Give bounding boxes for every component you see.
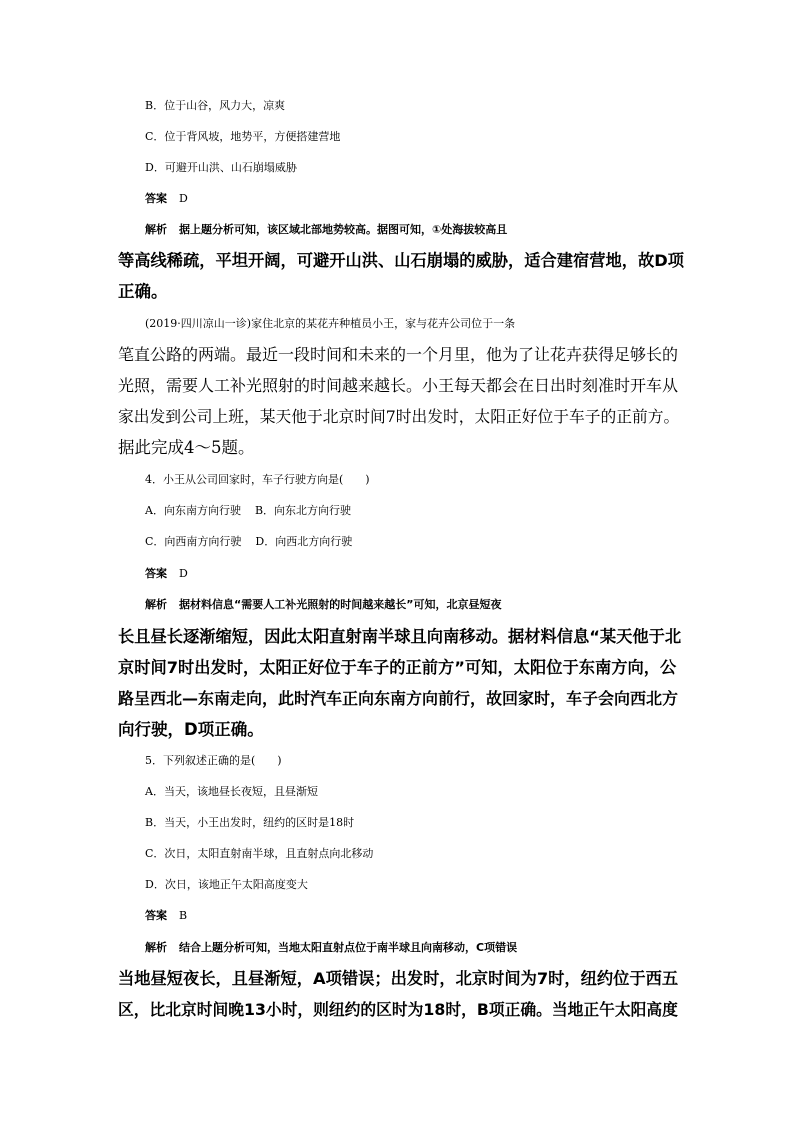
q5-option-c: C．次日，太阳直射南半球，且直射点向北移动 bbox=[145, 847, 374, 860]
q4-option-d: D．向西北方向行驶 bbox=[255, 535, 353, 548]
analysis-label: 解析 bbox=[145, 941, 167, 954]
q4-analysis-line-5: 向行驶，D项正确。 bbox=[118, 720, 264, 739]
q4-option-b: B．向东北方向行驶 bbox=[254, 504, 352, 517]
q4-options-ab bbox=[145, 501, 711, 521]
q5-option-d: D．次日，该地正午太阳高度变大 bbox=[145, 878, 308, 891]
q4-analysis-line-2: 长且昼长逐渐缩短，因此太阳直射南半球且向南移动。据材料信息“某天他于北 bbox=[118, 627, 682, 646]
answer-value: B bbox=[179, 909, 188, 922]
q4-analysis-line-3: 京时间7时出发时，太阳正好位于车子的正前方”可知，太阳位于东南方向，公 bbox=[118, 658, 677, 677]
q4-analysis-line-1: 解析 据材料信息“需要人工补光照射的时间越来越长”可知，北京昼短夜 bbox=[145, 598, 502, 611]
q3-analysis-line-3: 正确。 bbox=[118, 282, 168, 301]
q5-answer bbox=[145, 906, 711, 926]
answer-label: 答案 bbox=[145, 567, 167, 580]
q5-analysis-line-3: 区，比北京时间晚13小时，则纽约的区时为18时，B项正确。当地正午太阳高度 bbox=[118, 1000, 678, 1019]
material-line-4: 家出发到公司上班，某天他于北京时间7时出发时，太阳正好位于车子的正前方。 bbox=[118, 407, 680, 426]
q5-analysis-line-1: 解析 结合上题分析可知，当地太阳直射点位于南半球且向南移动，C项错误 bbox=[145, 941, 518, 954]
answer-value: D bbox=[179, 567, 188, 580]
q5-option-b: B．当天，小王出发时，纽约的区时是18时 bbox=[145, 816, 355, 829]
q4-options-cd bbox=[145, 532, 711, 552]
q5-option-a: A．当天，该地昼长夜短，且昼渐短 bbox=[145, 785, 318, 798]
q3-analysis-line-2: 等高线稀疏，平坦开阔，可避开山洪、山石崩塌的威胁，适合建宿营地，故D项 bbox=[118, 251, 684, 270]
material-line-3: 光照，需要人工补光照射的时间越来越长。小王每天都会在日出时刻准时开车从 bbox=[118, 376, 679, 395]
answer-label: 答案 bbox=[145, 192, 167, 205]
q3-answer bbox=[145, 189, 711, 209]
q3-analysis-line-1: 解析 据上题分析可知，该区域北部地势较高。据图可知，①处海拔较高且 bbox=[145, 223, 508, 236]
material-line-1: (2019·四川凉山一诊)家住北京的某花卉种植员小王，家与花卉公司位于一条 bbox=[145, 317, 516, 330]
material-line-2: 笔直公路的两端。最近一段时间和未来的一个月里，他为了让花卉获得足够长的 bbox=[118, 345, 679, 364]
analysis-label: 解析 bbox=[145, 598, 167, 611]
q3-option-d: D．可避开山洪、山石崩塌威胁 bbox=[145, 161, 297, 174]
q4-answer bbox=[145, 564, 711, 584]
q4-option-c: C．向西南方向行驶 bbox=[145, 535, 242, 548]
q3-option-b: B．位于山谷，风力大，凉爽 bbox=[145, 99, 286, 112]
q4-stem: 4．小王从公司回家时，车子行驶方向是( ) bbox=[145, 473, 370, 486]
analysis-label: 解析 bbox=[145, 223, 167, 236]
q4-analysis-line-4: 路呈西北—东南走向，此时汽车正向东南方向前行，故回家时，车子会向西北方 bbox=[118, 689, 679, 708]
q5-stem: 5．下列叙述正确的是( ) bbox=[145, 754, 282, 767]
q4-option-a: A．向东南方向行驶 bbox=[145, 504, 241, 517]
q3-option-c: C．位于背风坡，地势平，方便搭建营地 bbox=[145, 130, 341, 143]
answer-label: 答案 bbox=[145, 909, 167, 922]
material-line-5: 据此完成4～5题。 bbox=[118, 438, 255, 457]
q5-analysis-line-2: 当地昼短夜长，且昼渐短，A项错误；出发时，北京时间为7时，纽约位于西五 bbox=[118, 969, 679, 988]
answer-value: D bbox=[179, 192, 188, 205]
